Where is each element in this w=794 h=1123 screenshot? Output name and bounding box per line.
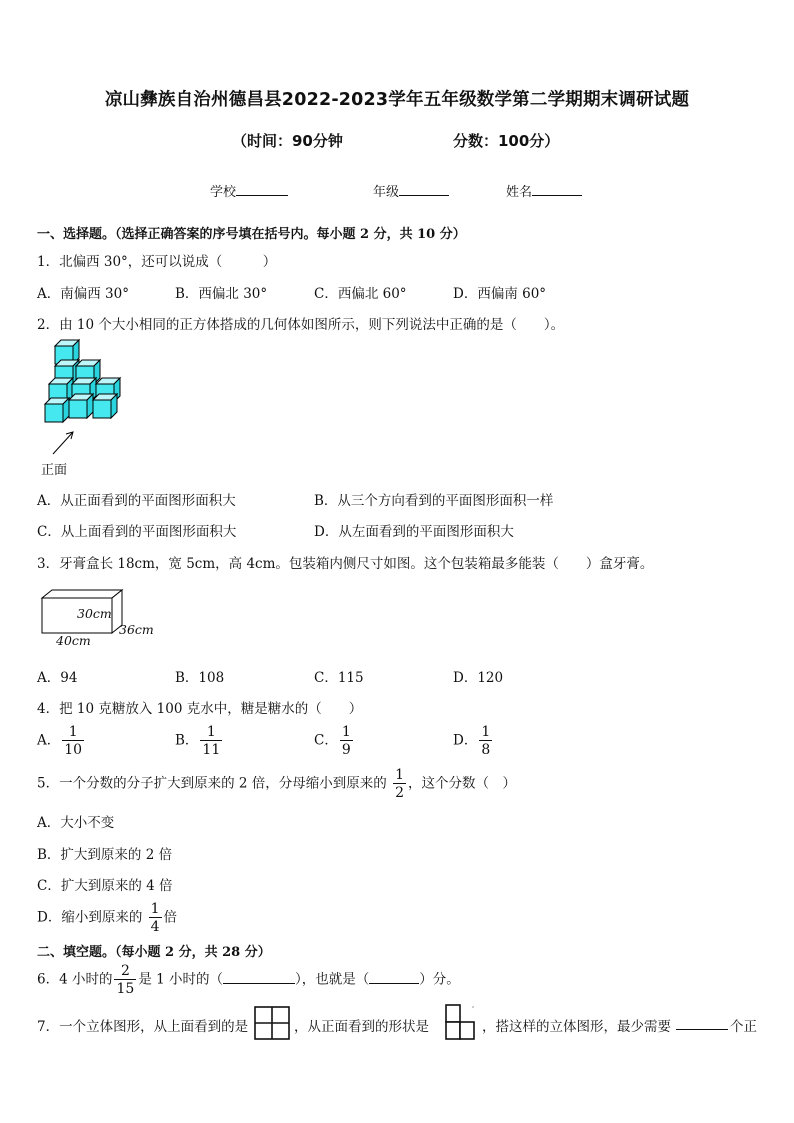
section2-heading: 二、填空题。（每小题 2 分，共 28 分）: [37, 945, 271, 960]
q5-option-c: C．扩大到原来的 4 倍: [37, 878, 173, 894]
q5-option-d: [37, 902, 177, 934]
q4-option-a-fraction: [62, 725, 84, 757]
exam-score: 分数：100分）: [453, 132, 560, 150]
q7-stem-c: ，搭这样的立体图形，最少需要: [482, 1019, 671, 1035]
q2-figure-label: 正面: [41, 463, 68, 478]
q6-stem: [37, 964, 460, 996]
school-blank[interactable]: [236, 181, 288, 196]
q1-option-d: D．西偏南 60°: [453, 286, 547, 302]
q4-option-b: [175, 725, 224, 757]
fraction-denominator: 15: [116, 981, 135, 997]
fraction-numerator: 1: [395, 767, 404, 783]
fraction-denominator: 10: [64, 742, 83, 758]
box-height-label: 30cm: [77, 606, 112, 621]
q3-option-d: D．120: [453, 670, 504, 686]
box-length-label: 40cm: [56, 633, 91, 648]
fraction-numerator: 1: [481, 724, 491, 740]
q6-fraction: [114, 964, 136, 996]
q4-option-b-fraction: [200, 725, 222, 757]
fraction-denominator: 4: [150, 919, 160, 935]
q5-stem-fraction: [393, 768, 406, 800]
q2-option-a: A．从正面看到的平面图形面积大: [37, 493, 236, 509]
q6-blank-2[interactable]: [369, 969, 419, 984]
q3-option-a: A．94: [37, 670, 78, 686]
q6-text-b: 是 1 小时的（: [138, 971, 223, 988]
name-blank[interactable]: [532, 181, 582, 196]
q4-stem: 4．把 10 克糖放入 100 克水中，糖是糖水的（ ）: [37, 701, 363, 717]
q6-blank-1[interactable]: [223, 969, 295, 984]
q5-stem-text: 5．一个分数的分子扩大到原来的 2 倍，分母缩小到原来的: [37, 775, 387, 792]
q6-text-d: ）分。: [419, 971, 460, 988]
q4-option-c-label: C．: [314, 732, 338, 749]
q3-option-b: B．108: [175, 670, 225, 686]
q7-stem-a: 7．一个立体图形，从上面看到的是: [37, 1019, 249, 1035]
q5-option-d-text: D．缩小到原来的: [37, 909, 143, 926]
q5-option-d-tail: 倍: [163, 909, 178, 926]
section1-heading: 一、选择题。（选择正确答案的序号填在括号内。每小题 2 分，共 10 分）: [37, 227, 466, 242]
fraction-numerator: 1: [206, 724, 216, 740]
q4-option-d-label: D．: [453, 732, 478, 749]
q4-option-d: [453, 725, 494, 757]
front-view-shape-icon: [445, 1003, 477, 1041]
q2-option-c: C．从上面看到的平面图形面积大: [37, 524, 237, 540]
q2-stem: 2．由 10 个大小相同的正方体搭成的几何体如图所示，则下列说法中正确的是（ ）。: [37, 317, 565, 333]
fraction-denominator: 11: [202, 742, 221, 758]
fraction-numerator: 1: [150, 901, 160, 917]
q2-option-d: D．从左面看到的平面图形面积大: [314, 524, 514, 540]
fraction-denominator: 2: [395, 785, 404, 801]
q4-option-c: [314, 725, 355, 757]
q4-option-b-label: B．: [175, 732, 199, 749]
grade-blank[interactable]: [399, 181, 449, 196]
q1-stem: 1．北偏西 30°，还可以说成（ ）: [37, 254, 277, 270]
q3-stem: 3．牙膏盒长 18cm，宽 5cm，高 4cm。包装箱内侧尺寸如图。这个包装箱最多能装（ ）盒牙膏。: [37, 556, 654, 572]
box-width-label: 36cm: [119, 622, 154, 637]
q4-option-c-fraction: [340, 725, 353, 757]
q5-stem: [37, 768, 516, 800]
name-label: 姓名: [506, 185, 533, 200]
q5-stem-tail: ，这个分数（ ）: [407, 775, 516, 792]
fraction-denominator: 8: [481, 742, 491, 758]
q1-option-a: A．南偏西 30°: [37, 286, 129, 302]
grade-label: 年级: [373, 185, 400, 200]
q4-option-a-label: A．: [37, 732, 61, 749]
exam-time: （时间：90分钟: [232, 132, 343, 150]
q4-option-d-fraction: [479, 725, 492, 757]
q7-stem-b: ，从正面看到的形状是: [294, 1019, 429, 1035]
q6-text-c: ），也就是（: [294, 971, 370, 988]
fraction-numerator: 1: [68, 724, 78, 740]
fraction-numerator: 2: [120, 963, 130, 979]
q4-option-a: [37, 725, 86, 757]
fraction-numerator: 1: [341, 724, 351, 740]
school-field: [210, 181, 288, 200]
cube-stack-figure: [36, 338, 136, 463]
fraction-denominator: 9: [341, 742, 351, 758]
q5-option-d-fraction: [149, 902, 162, 934]
page-title: 凉山彝族自治州德昌县2022-2023学年五年级数学第二学期期末调研试题: [104, 90, 690, 110]
grade-field: [373, 181, 449, 200]
school-label: 学校: [210, 185, 237, 200]
q7-stem-d: 个正: [730, 1019, 757, 1035]
q1-option-c: C．西偏北 60°: [314, 286, 407, 302]
q5-option-b: B．扩大到原来的 2 倍: [37, 847, 173, 863]
name-field: [506, 181, 582, 200]
q7-blank[interactable]: [676, 1015, 728, 1030]
q2-option-b: B．从三个方向看到的平面图形面积一样: [314, 493, 554, 509]
top-view-grid-icon: [254, 1006, 290, 1040]
q3-option-c: C．115: [314, 670, 364, 686]
q6-text-a: 6．4 小时的: [37, 971, 113, 988]
q1-option-b: B．西偏北 30°: [175, 286, 268, 302]
q5-option-a: A．大小不变: [37, 815, 115, 831]
